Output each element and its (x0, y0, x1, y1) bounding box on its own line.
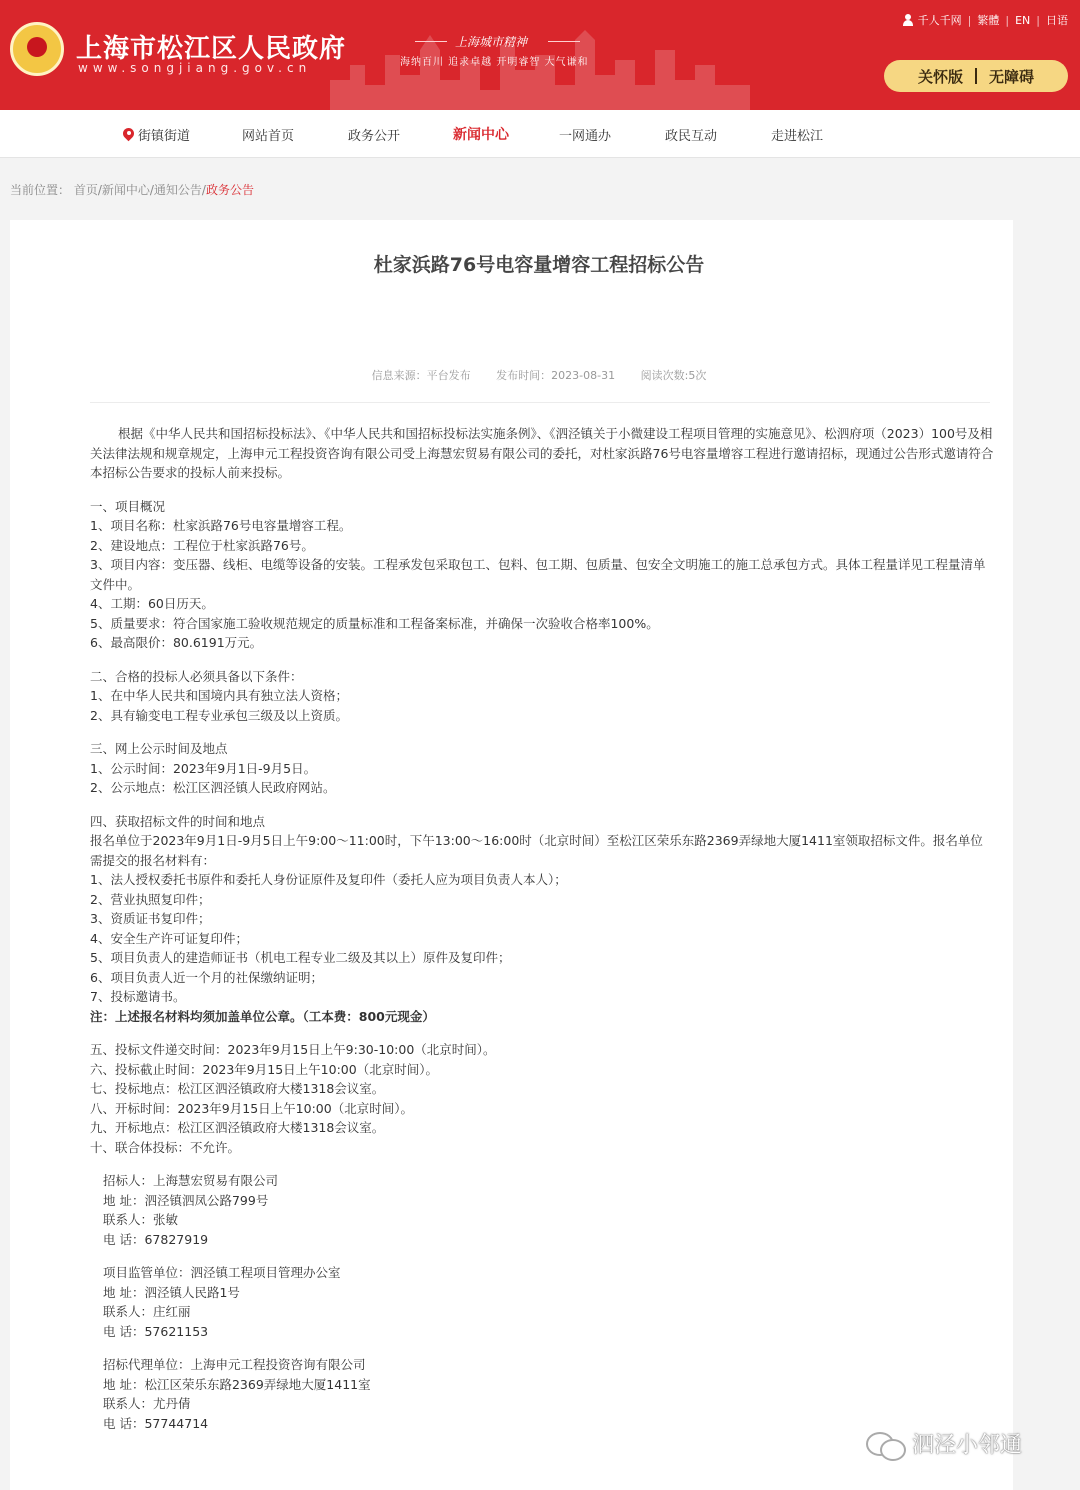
intro-paragraph: 根据《中华人民共和国招标投标法》、《中华人民共和国招标投标法实施条例》、《泗泾镇关于小微建设工程项目管理的实施意见》、松泗府项（2023）100号及相关法律法规和规章规定，上海申元工程投资咨询有限公司受上海慧宏贸易有限公司的委托，对杜家浜路76号电容量增容工程进行邀请招标，现通过公告形式邀请符合本招标公告要求的投标人前来投标。 (90, 426, 994, 480)
section-description: 报名单位于2023年9月1日-9月5日上午9:00～11:00时，下午13:00～16:00时（北京时间）至松江区荣乐东路2369弄绿地大厦1411室领取招标文件。报名单位需提交的报名材料有： (90, 833, 983, 868)
separator: | (1036, 13, 1040, 27)
breadcrumb (10, 181, 254, 198)
list-item: 6、最高限价：80.6191万元。 (90, 635, 263, 650)
toplink-traditional[interactable]: 繁體 (977, 14, 1000, 27)
breadcrumb-current[interactable]: 政务公告 (205, 183, 254, 197)
contact-line: 联系人：张敏 (103, 1212, 179, 1227)
top-links (902, 12, 1068, 28)
separator: | (967, 13, 972, 27)
breadcrumb-path[interactable]: 首页/新闻中心/通知公告/ (73, 183, 206, 197)
divider (975, 68, 977, 84)
site-title[interactable]: 上海市松江区人民政府 (76, 34, 347, 64)
care-version-button[interactable]: 关怀版 (917, 67, 963, 86)
slogan-divider (548, 41, 580, 42)
list-item: 1、项目名称：杜家浜路76号电容量增容工程。 (90, 518, 352, 533)
site-url: www.songjiang.gov.cn (78, 61, 312, 75)
schedule-item: 六、投标截止时间：2023年9月15日上午10:00（北京时间）。 (90, 1061, 438, 1077)
tenderer-contact (90, 1171, 995, 1249)
section-heading: 四、获取招标文件的时间和地点 (90, 813, 266, 829)
nav-item-interaction[interactable]: 政民互动 (665, 129, 718, 144)
skyline-decoration (330, 30, 750, 110)
slogan-divider (415, 41, 447, 42)
watermark (866, 1428, 1022, 1459)
article-title: 杜家浜路76号电容量增容工程招标公告 (373, 254, 705, 276)
meta-date: 发布时间：2023-08-31 (496, 369, 616, 382)
list-item: 2、建设地点：工程位于杜家浜路76号。 (90, 537, 314, 553)
list-item: 1、法人授权委托书原件和委托人身份证原件及复印件（委托人应为项目负责人本人）； (90, 872, 567, 887)
main-nav (0, 110, 1080, 158)
nav-item-home[interactable]: 网站首页 (242, 129, 295, 144)
list-item: 2、营业执照复印件； (90, 891, 211, 907)
nav-item-gov-affairs[interactable]: 政务公开 (348, 129, 401, 144)
list-item: 1、在中华人民共和国境内具有独立法人资格； (90, 688, 348, 703)
contact-line: 电 话：57621153 (103, 1323, 209, 1339)
nav-item-streets[interactable]: 街镇街道 (123, 125, 190, 144)
list-item: 6、项目负责人近一个月的社保缴纳证明； (90, 969, 323, 985)
list-item: 7、投标邀请书。 (90, 989, 186, 1004)
contact-line: 电 话：57744714 (103, 1415, 209, 1431)
divider (90, 402, 990, 403)
contact-line: 招标代理单位：上海申元工程投资咨询有限公司 (103, 1357, 366, 1372)
schedule-item: 八、开标时间：2023年9月15日上午10:00（北京时间）。 (90, 1100, 413, 1116)
section-heading: 一、项目概况 (90, 498, 166, 514)
list-item: 5、质量要求：符合国家施工验收规范规定的质量标准和工程备案标准，并确保一次验收合格率100%。 (90, 615, 659, 631)
contact-line: 项目监管单位：泗泾镇工程项目管理办公室 (103, 1265, 341, 1280)
breadcrumb-label: 当前位置： (10, 183, 71, 197)
contact-line: 电 话：67827919 (103, 1231, 209, 1247)
article-body (90, 424, 995, 1433)
article-meta (10, 367, 1068, 383)
nav-item-about[interactable]: 走进松江 (771, 129, 824, 144)
list-item: 1、公示时间：2023年9月1日-9月5日。 (90, 760, 317, 776)
article-card (10, 220, 1013, 1490)
toplink-japanese[interactable]: 日语 (1046, 14, 1068, 27)
section-heading: 二、合格的投标人必须具备以下条件： (90, 668, 303, 684)
watermark-text: 泗泾小邻通 (912, 1433, 1023, 1458)
wechat-icon (866, 1430, 906, 1458)
site-header (0, 0, 1080, 110)
slogan-text: 海纳百川 追求卓越 开明睿智 大气谦和 (400, 57, 589, 68)
contact-line: 地 址：泗泾镇泗凤公路799号 (103, 1192, 269, 1208)
list-item: 5、项目负责人的建造师证书（机电工程专业二级及其以上）原件及复印件； (90, 950, 511, 965)
contact-line: 联系人：庄红丽 (103, 1304, 191, 1319)
list-item: 2、公示地点：松江区泗泾镇人民政府网站。 (90, 780, 336, 795)
section-heading: 三、网上公示时间及地点 (90, 741, 228, 756)
list-item: 3、资质证书复印件； (90, 911, 211, 926)
meta-source: 信息来源：平台发布 (371, 369, 471, 382)
contact-line: 招标人：上海慧宏贸易有限公司 (103, 1173, 279, 1188)
schedule-item: 五、投标文件递交时间：2023年9月15日上午9:30-10:00（北京时间）。 (90, 1042, 496, 1057)
separator: | (1005, 13, 1010, 27)
accessibility-toggle (884, 60, 1068, 92)
slogan-title: 上海城市精神 (455, 35, 528, 49)
nav-item-one-net[interactable]: 一网通办 (559, 129, 612, 144)
national-emblem-icon[interactable] (10, 22, 64, 76)
meta-views: 阅读次数:5次 (640, 369, 707, 382)
schedule-item: 十、联合体投标：不允许。 (90, 1139, 241, 1155)
agent-contact (90, 1355, 995, 1433)
list-item: 4、安全生产许可证复印件； (90, 930, 248, 946)
contact-line: 联系人：尤丹倩 (103, 1396, 191, 1411)
person-icon (902, 14, 914, 26)
schedule-item: 七、投标地点：松江区泗泾镇政府大楼1318会议室。 (90, 1081, 385, 1096)
nav-item-news[interactable]: 新闻中心 (453, 127, 509, 143)
contact-line: 地 址：泗泾镇人民路1号 (103, 1284, 240, 1300)
list-item: 4、工期：60日历天。 (90, 596, 214, 611)
list-item: 2、具有输变电工程专业承包三级及以上资质。 (90, 707, 348, 723)
toplink-english[interactable]: EN (1015, 13, 1031, 27)
note-text: 注：上述报名材料均须加盖单位公章。（工本费：800元现金） (90, 1008, 435, 1024)
location-pin-icon (123, 128, 134, 142)
contact-line: 地 址：松江区荣乐东路2369弄绿地大厦1411室 (103, 1376, 371, 1392)
schedule-item: 九、开标地点：松江区泗泾镇政府大楼1318会议室。 (90, 1120, 385, 1135)
list-item: 3、项目内容：变压器、线柜、电缆等设备的安装。工程承发包采取包工、包料、包工期、包质量、包安全文明施工的施工总承包方式。具体工程量详见工程量清单文件中。 (90, 557, 986, 592)
supervisor-contact (90, 1263, 995, 1341)
toplink-qianren[interactable]: 千人千网 (917, 14, 962, 27)
accessible-button[interactable]: 无障碍 (989, 67, 1035, 86)
